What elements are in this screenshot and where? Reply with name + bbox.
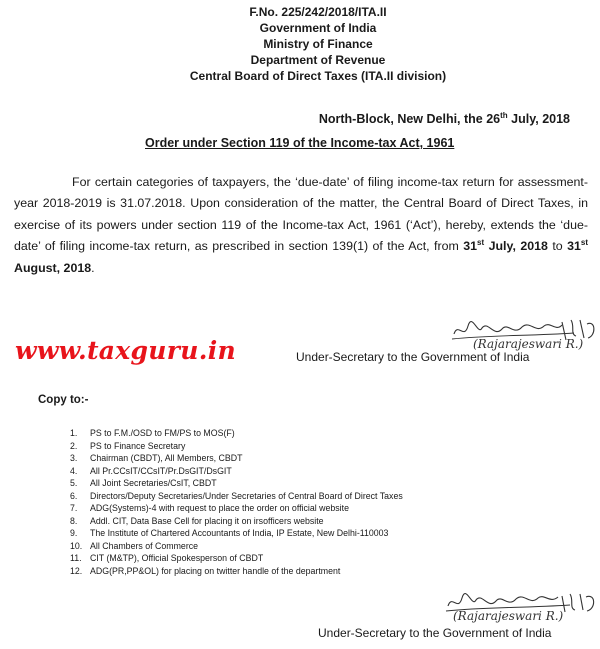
copy-to-label: Copy to:- [38, 394, 89, 406]
list-item: 9. The Institute of Chartered Accountants of India, IP Estate, New Delhi-110003 [70, 528, 389, 538]
list-item: 8. Addl. CIT, Data Base Cell for placing it on irsofficers website [70, 515, 324, 526]
signatory-name-2: (Rajarajeswari R.) [453, 609, 564, 623]
copy-to-list [70, 427, 403, 577]
list-item: 6. Directors/Deputy Secretaries/Under Secretaries of Central Board of Direct Taxes [70, 490, 403, 501]
date-to: 31st August, 2018 [14, 238, 588, 275]
header-department: Department of Revenue [250, 53, 386, 67]
order-body: For certain categories of taxpayers, the ‘due-date’ of filing income-tax return for assessment-year 2018-2019 is 31.07.2018. Upon consideration of the matter, the Central Board of Direct Taxes, in exercise of its powers under section 119 of the Income-tax Act, 1961 (‘Act’), hereby, extends the ‘due-date’ of filing income-tax return, as prescribed in section 139(1) of the Act, from 31st July, 2018 to 31st August, 2018. [14, 175, 588, 275]
file-number: F.No. 225/242/2018/ITA.II [249, 5, 387, 19]
date-from: 31st July, 2018 [463, 238, 548, 254]
signatory-name-1: (Rajarajeswari R.) [473, 337, 584, 351]
list-item: 5. All Joint Secretaries/CsIT, CBDT [70, 478, 217, 488]
body-text: For certain categories of taxpayers, the ‘due-date’ of filing income-tax return for assessment-year 2018-2019 is 31.07.2018. Upon consideration of the matter, the Central Board of Direct Taxes, in exercise of its powers under section 119 of the Income-tax Act, 1961 (‘Act’), hereby, extends the ‘due-date’ of filing income-tax return, as prescribed in section 139(1) of the Act, from [14, 175, 588, 254]
list-item: 10. All Chambers of Commerce [70, 540, 199, 551]
place-date: North-Block, New Delhi, the 26th July, 2018 [318, 110, 570, 126]
watermark: www.taxguru.in [15, 336, 236, 365]
header-cbdt: Central Board of Direct Taxes (ITA.II division) [189, 69, 447, 83]
header-government: Government of India [259, 21, 377, 35]
list-item: 11. CIT (M&TP), Official Spokesperson of CBDT [70, 553, 264, 563]
list-item: 1. PS to F.M./OSD to FM/PS to MOS(F) [70, 428, 235, 438]
signatory-designation-1: Under-Secretary to the Government of India [296, 350, 530, 364]
list-item: 12. ADG(PR,PP&OL) for placing on twitter handle of the department [70, 565, 341, 576]
signatory-designation-2: Under-Secretary to the Government of India [318, 626, 552, 640]
order-title: Order under Section 119 of the Income-tax Act, 1961 [145, 136, 455, 150]
list-item: 7. ADG(Systems)-4 with request to place the order on official website [70, 503, 349, 513]
header-ministry: Ministry of Finance [263, 37, 373, 51]
list-item: 2. PS to Finance Secretary [70, 440, 186, 451]
list-item: 4. All Pr.CCsIT/CCsIT/Pr.DsGIT/DsGIT [70, 465, 232, 476]
list-item: 3. Chairman (CBDT), All Members, CBDT [70, 453, 243, 463]
